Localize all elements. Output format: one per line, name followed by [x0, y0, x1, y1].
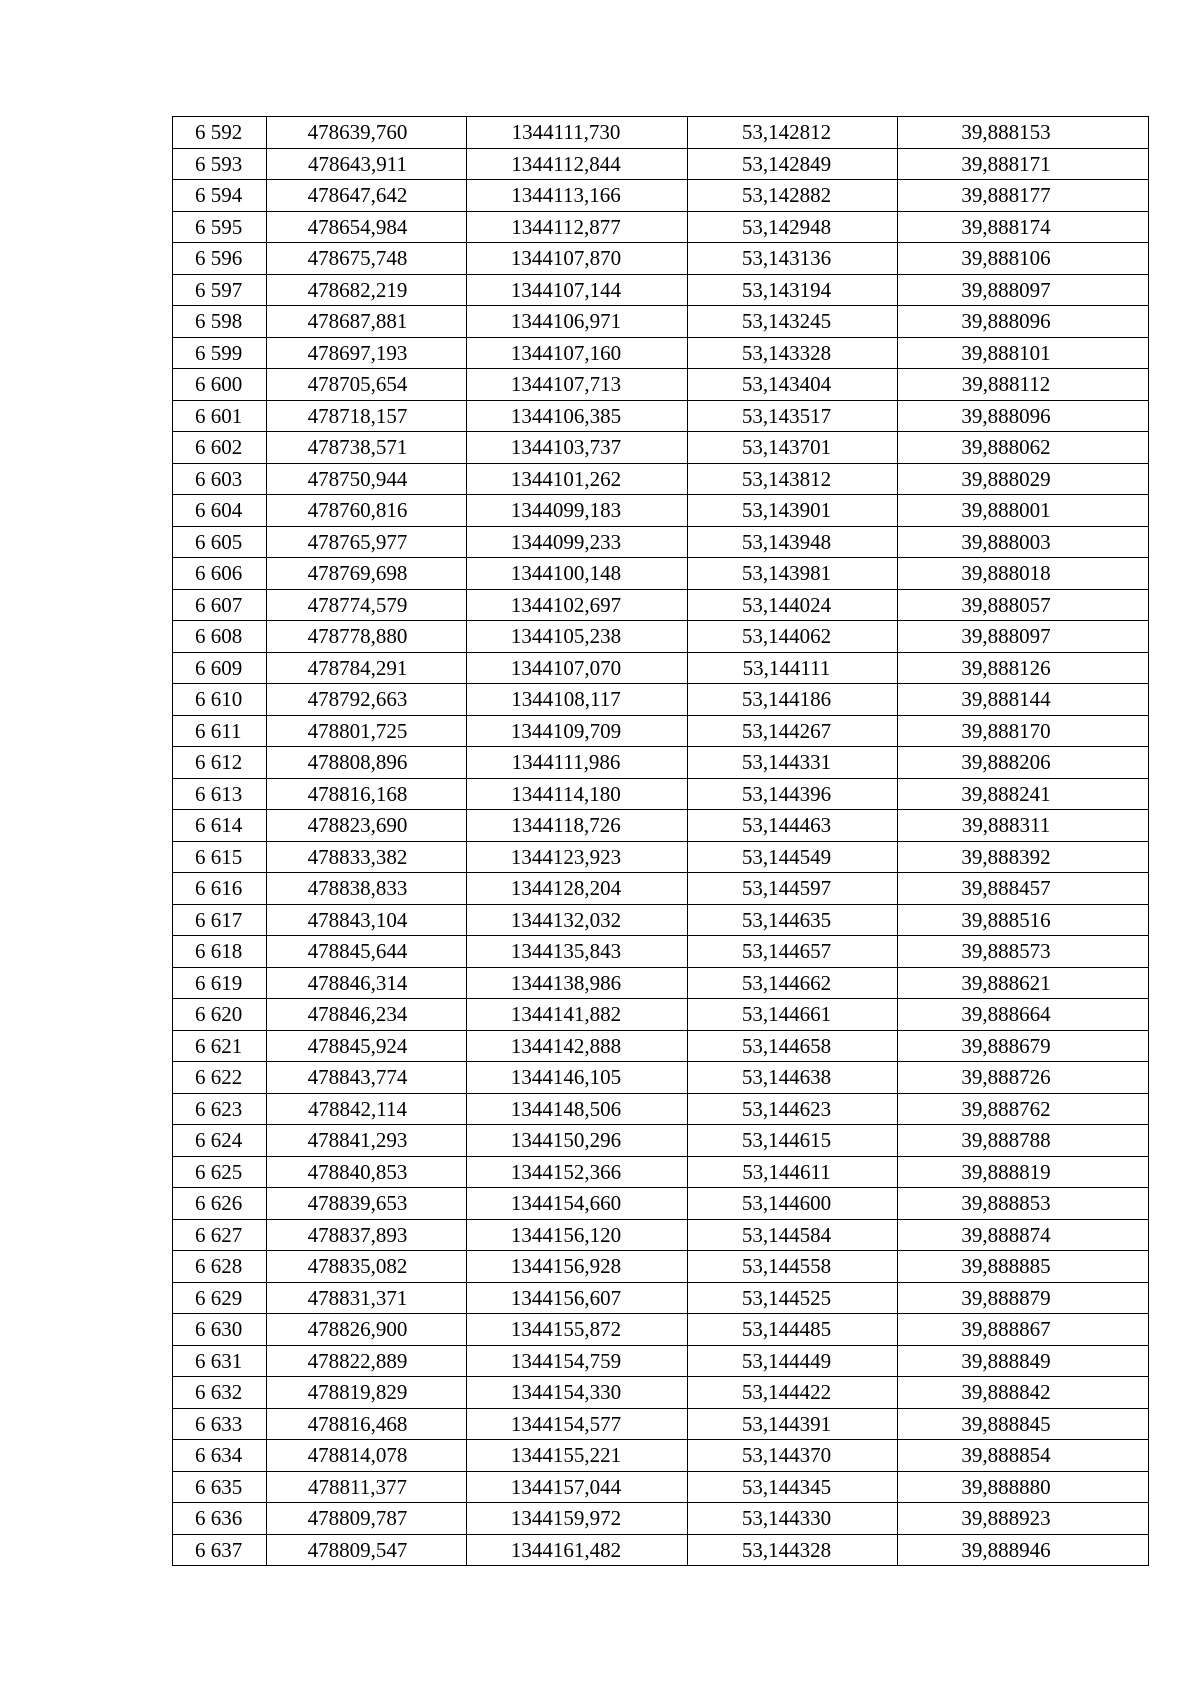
longitude-cell: 39,888726	[898, 1062, 1149, 1094]
longitude-cell: 39,888573	[898, 936, 1149, 968]
latitude-cell: 53,144525	[688, 1282, 898, 1314]
latitude-cell: 53,142882	[688, 180, 898, 212]
table-row	[173, 463, 1149, 495]
longitude-cell: 39,888946	[898, 1534, 1149, 1566]
point-number-cell: 6 629	[173, 1282, 267, 1314]
x-coordinate-cell: 478831,371	[267, 1282, 467, 1314]
latitude-cell: 53,143136	[688, 243, 898, 275]
latitude-cell: 53,144584	[688, 1219, 898, 1251]
x-coordinate-cell: 478778,880	[267, 621, 467, 653]
x-coordinate-cell: 478738,571	[267, 432, 467, 464]
x-coordinate-cell: 478846,234	[267, 999, 467, 1031]
longitude-cell: 39,888819	[898, 1156, 1149, 1188]
table-row	[173, 432, 1149, 464]
x-coordinate-cell: 478705,654	[267, 369, 467, 401]
y-coordinate-cell: 1344102,697	[467, 589, 688, 621]
y-coordinate-cell: 1344107,070	[467, 652, 688, 684]
point-number-cell: 6 620	[173, 999, 267, 1031]
point-number-cell: 6 622	[173, 1062, 267, 1094]
latitude-cell: 53,144024	[688, 589, 898, 621]
latitude-cell: 53,144611	[688, 1156, 898, 1188]
point-number-cell: 6 614	[173, 810, 267, 842]
latitude-cell: 53,144662	[688, 967, 898, 999]
y-coordinate-cell: 1344106,385	[467, 400, 688, 432]
x-coordinate-cell: 478654,984	[267, 211, 467, 243]
longitude-cell: 39,888880	[898, 1471, 1149, 1503]
point-number-cell: 6 624	[173, 1125, 267, 1157]
table-row	[173, 841, 1149, 873]
point-number-cell: 6 610	[173, 684, 267, 716]
y-coordinate-cell: 1344146,105	[467, 1062, 688, 1094]
point-number-cell: 6 626	[173, 1188, 267, 1220]
table-row	[173, 1125, 1149, 1157]
latitude-cell: 53,144558	[688, 1251, 898, 1283]
point-number-cell: 6 608	[173, 621, 267, 653]
table-row	[173, 810, 1149, 842]
y-coordinate-cell: 1344161,482	[467, 1534, 688, 1566]
y-coordinate-cell: 1344135,843	[467, 936, 688, 968]
table-row	[173, 526, 1149, 558]
x-coordinate-cell: 478843,774	[267, 1062, 467, 1094]
y-coordinate-cell: 1344111,730	[467, 117, 688, 149]
longitude-cell: 39,888153	[898, 117, 1149, 149]
x-coordinate-cell: 478639,760	[267, 117, 467, 149]
table-row	[173, 274, 1149, 306]
longitude-cell: 39,888762	[898, 1093, 1149, 1125]
longitude-cell: 39,888788	[898, 1125, 1149, 1157]
table-row	[173, 999, 1149, 1031]
table-row	[173, 1471, 1149, 1503]
latitude-cell: 53,143194	[688, 274, 898, 306]
longitude-cell: 39,888096	[898, 400, 1149, 432]
y-coordinate-cell: 1344142,888	[467, 1030, 688, 1062]
longitude-cell: 39,888057	[898, 589, 1149, 621]
x-coordinate-cell: 478784,291	[267, 652, 467, 684]
point-number-cell: 6 593	[173, 148, 267, 180]
table-row	[173, 652, 1149, 684]
longitude-cell: 39,888206	[898, 747, 1149, 779]
y-coordinate-cell: 1344156,928	[467, 1251, 688, 1283]
latitude-cell: 53,144396	[688, 778, 898, 810]
table-row	[173, 1030, 1149, 1062]
latitude-cell: 53,144345	[688, 1471, 898, 1503]
point-number-cell: 6 636	[173, 1503, 267, 1535]
point-number-cell: 6 603	[173, 463, 267, 495]
y-coordinate-cell: 1344154,577	[467, 1408, 688, 1440]
longitude-cell: 39,888516	[898, 904, 1149, 936]
longitude-cell: 39,888003	[898, 526, 1149, 558]
x-coordinate-cell: 478774,579	[267, 589, 467, 621]
longitude-cell: 39,888854	[898, 1440, 1149, 1472]
table-row	[173, 1219, 1149, 1251]
x-coordinate-cell: 478809,787	[267, 1503, 467, 1535]
longitude-cell: 39,888177	[898, 180, 1149, 212]
x-coordinate-cell: 478835,082	[267, 1251, 467, 1283]
table-row	[173, 1377, 1149, 1409]
y-coordinate-cell: 1344112,844	[467, 148, 688, 180]
table-row	[173, 211, 1149, 243]
point-number-cell: 6 592	[173, 117, 267, 149]
table-row	[173, 589, 1149, 621]
y-coordinate-cell: 1344148,506	[467, 1093, 688, 1125]
longitude-cell: 39,888867	[898, 1314, 1149, 1346]
longitude-cell: 39,888679	[898, 1030, 1149, 1062]
table-row	[173, 117, 1149, 149]
x-coordinate-cell: 478823,690	[267, 810, 467, 842]
latitude-cell: 53,144635	[688, 904, 898, 936]
x-coordinate-cell: 478769,698	[267, 558, 467, 590]
x-coordinate-cell: 478837,893	[267, 1219, 467, 1251]
y-coordinate-cell: 1344156,607	[467, 1282, 688, 1314]
x-coordinate-cell: 478765,977	[267, 526, 467, 558]
y-coordinate-cell: 1344138,986	[467, 967, 688, 999]
y-coordinate-cell: 1344132,032	[467, 904, 688, 936]
latitude-cell: 53,143812	[688, 463, 898, 495]
y-coordinate-cell: 1344152,366	[467, 1156, 688, 1188]
x-coordinate-cell: 478816,468	[267, 1408, 467, 1440]
latitude-cell: 53,144422	[688, 1377, 898, 1409]
y-coordinate-cell: 1344118,726	[467, 810, 688, 842]
y-coordinate-cell: 1344109,709	[467, 715, 688, 747]
x-coordinate-cell: 478845,924	[267, 1030, 467, 1062]
latitude-cell: 53,143517	[688, 400, 898, 432]
longitude-cell: 39,888874	[898, 1219, 1149, 1251]
table-row	[173, 1503, 1149, 1535]
y-coordinate-cell: 1344099,233	[467, 526, 688, 558]
table-row	[173, 1534, 1149, 1566]
table-row	[173, 1188, 1149, 1220]
y-coordinate-cell: 1344112,877	[467, 211, 688, 243]
longitude-cell: 39,888923	[898, 1503, 1149, 1535]
y-coordinate-cell: 1344159,972	[467, 1503, 688, 1535]
y-coordinate-cell: 1344141,882	[467, 999, 688, 1031]
latitude-cell: 53,144267	[688, 715, 898, 747]
x-coordinate-cell: 478822,889	[267, 1345, 467, 1377]
y-coordinate-cell: 1344107,870	[467, 243, 688, 275]
x-coordinate-cell: 478809,547	[267, 1534, 467, 1566]
table-row	[173, 747, 1149, 779]
y-coordinate-cell: 1344106,971	[467, 306, 688, 338]
coordinates-table	[172, 116, 1149, 1566]
latitude-cell: 53,143948	[688, 526, 898, 558]
y-coordinate-cell: 1344157,044	[467, 1471, 688, 1503]
longitude-cell: 39,888849	[898, 1345, 1149, 1377]
longitude-cell: 39,888170	[898, 715, 1149, 747]
point-number-cell: 6 621	[173, 1030, 267, 1062]
y-coordinate-cell: 1344103,737	[467, 432, 688, 464]
longitude-cell: 39,888144	[898, 684, 1149, 716]
point-number-cell: 6 634	[173, 1440, 267, 1472]
latitude-cell: 53,144463	[688, 810, 898, 842]
table-row	[173, 1440, 1149, 1472]
longitude-cell: 39,888879	[898, 1282, 1149, 1314]
y-coordinate-cell: 1344156,120	[467, 1219, 688, 1251]
x-coordinate-cell: 478839,653	[267, 1188, 467, 1220]
table-row	[173, 1093, 1149, 1125]
point-number-cell: 6 596	[173, 243, 267, 275]
point-number-cell: 6 623	[173, 1093, 267, 1125]
point-number-cell: 6 594	[173, 180, 267, 212]
table-row	[173, 873, 1149, 905]
x-coordinate-cell: 478792,663	[267, 684, 467, 716]
longitude-cell: 39,888001	[898, 495, 1149, 527]
y-coordinate-cell: 1344108,117	[467, 684, 688, 716]
table-row	[173, 967, 1149, 999]
point-number-cell: 6 595	[173, 211, 267, 243]
point-number-cell: 6 616	[173, 873, 267, 905]
point-number-cell: 6 619	[173, 967, 267, 999]
latitude-cell: 53,144597	[688, 873, 898, 905]
latitude-cell: 53,144600	[688, 1188, 898, 1220]
latitude-cell: 53,144549	[688, 841, 898, 873]
point-number-cell: 6 609	[173, 652, 267, 684]
longitude-cell: 39,888885	[898, 1251, 1149, 1283]
x-coordinate-cell: 478643,911	[267, 148, 467, 180]
y-coordinate-cell: 1344155,221	[467, 1440, 688, 1472]
longitude-cell: 39,888029	[898, 463, 1149, 495]
longitude-cell: 39,888842	[898, 1377, 1149, 1409]
x-coordinate-cell: 478846,314	[267, 967, 467, 999]
x-coordinate-cell: 478843,104	[267, 904, 467, 936]
latitude-cell: 53,144331	[688, 747, 898, 779]
x-coordinate-cell: 478718,157	[267, 400, 467, 432]
table-row	[173, 1314, 1149, 1346]
y-coordinate-cell: 1344114,180	[467, 778, 688, 810]
table-row	[173, 778, 1149, 810]
point-number-cell: 6 607	[173, 589, 267, 621]
y-coordinate-cell: 1344128,204	[467, 873, 688, 905]
y-coordinate-cell: 1344100,148	[467, 558, 688, 590]
point-number-cell: 6 615	[173, 841, 267, 873]
y-coordinate-cell: 1344099,183	[467, 495, 688, 527]
x-coordinate-cell: 478760,816	[267, 495, 467, 527]
y-coordinate-cell: 1344107,160	[467, 337, 688, 369]
latitude-cell: 53,144370	[688, 1440, 898, 1472]
x-coordinate-cell: 478808,896	[267, 747, 467, 779]
longitude-cell: 39,888126	[898, 652, 1149, 684]
point-number-cell: 6 618	[173, 936, 267, 968]
latitude-cell: 53,143901	[688, 495, 898, 527]
latitude-cell: 53,143701	[688, 432, 898, 464]
latitude-cell: 53,142849	[688, 148, 898, 180]
point-number-cell: 6 637	[173, 1534, 267, 1566]
table-row	[173, 495, 1149, 527]
longitude-cell: 39,888097	[898, 274, 1149, 306]
point-number-cell: 6 625	[173, 1156, 267, 1188]
longitude-cell: 39,888664	[898, 999, 1149, 1031]
table-row	[173, 558, 1149, 590]
longitude-cell: 39,888062	[898, 432, 1149, 464]
y-coordinate-cell: 1344154,660	[467, 1188, 688, 1220]
x-coordinate-cell: 478697,193	[267, 337, 467, 369]
longitude-cell: 39,888311	[898, 810, 1149, 842]
latitude-cell: 53,144328	[688, 1534, 898, 1566]
point-number-cell: 6 613	[173, 778, 267, 810]
latitude-cell: 53,143981	[688, 558, 898, 590]
point-number-cell: 6 600	[173, 369, 267, 401]
x-coordinate-cell: 478838,833	[267, 873, 467, 905]
y-coordinate-cell: 1344105,238	[467, 621, 688, 653]
point-number-cell: 6 630	[173, 1314, 267, 1346]
x-coordinate-cell: 478840,853	[267, 1156, 467, 1188]
table-row	[173, 306, 1149, 338]
point-number-cell: 6 612	[173, 747, 267, 779]
longitude-cell: 39,888174	[898, 211, 1149, 243]
point-number-cell: 6 599	[173, 337, 267, 369]
latitude-cell: 53,144658	[688, 1030, 898, 1062]
latitude-cell: 53,144485	[688, 1314, 898, 1346]
y-coordinate-cell: 1344101,262	[467, 463, 688, 495]
longitude-cell: 39,888845	[898, 1408, 1149, 1440]
latitude-cell: 53,143328	[688, 337, 898, 369]
x-coordinate-cell: 478814,078	[267, 1440, 467, 1472]
table-row	[173, 148, 1149, 180]
latitude-cell: 53,144391	[688, 1408, 898, 1440]
longitude-cell: 39,888096	[898, 306, 1149, 338]
latitude-cell: 53,144657	[688, 936, 898, 968]
point-number-cell: 6 631	[173, 1345, 267, 1377]
longitude-cell: 39,888112	[898, 369, 1149, 401]
x-coordinate-cell: 478750,944	[267, 463, 467, 495]
x-coordinate-cell: 478682,219	[267, 274, 467, 306]
latitude-cell: 53,144330	[688, 1503, 898, 1535]
longitude-cell: 39,888853	[898, 1188, 1149, 1220]
table-row	[173, 1282, 1149, 1314]
latitude-cell: 53,144062	[688, 621, 898, 653]
point-number-cell: 6 602	[173, 432, 267, 464]
longitude-cell: 39,888097	[898, 621, 1149, 653]
longitude-cell: 39,888457	[898, 873, 1149, 905]
coordinates-table-body	[173, 117, 1149, 1566]
longitude-cell: 39,888101	[898, 337, 1149, 369]
y-coordinate-cell: 1344155,872	[467, 1314, 688, 1346]
x-coordinate-cell: 478842,114	[267, 1093, 467, 1125]
x-coordinate-cell: 478801,725	[267, 715, 467, 747]
latitude-cell: 53,142948	[688, 211, 898, 243]
table-row	[173, 715, 1149, 747]
longitude-cell: 39,888106	[898, 243, 1149, 275]
longitude-cell: 39,888621	[898, 967, 1149, 999]
point-number-cell: 6 598	[173, 306, 267, 338]
x-coordinate-cell: 478845,644	[267, 936, 467, 968]
latitude-cell: 53,144638	[688, 1062, 898, 1094]
latitude-cell: 53,144615	[688, 1125, 898, 1157]
longitude-cell: 39,888241	[898, 778, 1149, 810]
y-coordinate-cell: 1344150,296	[467, 1125, 688, 1157]
latitude-cell: 53,143404	[688, 369, 898, 401]
latitude-cell: 53,144111	[688, 652, 898, 684]
point-number-cell: 6 617	[173, 904, 267, 936]
latitude-cell: 53,144186	[688, 684, 898, 716]
longitude-cell: 39,888018	[898, 558, 1149, 590]
table-row	[173, 180, 1149, 212]
latitude-cell: 53,144661	[688, 999, 898, 1031]
x-coordinate-cell: 478687,881	[267, 306, 467, 338]
x-coordinate-cell: 478647,642	[267, 180, 467, 212]
x-coordinate-cell: 478826,900	[267, 1314, 467, 1346]
y-coordinate-cell: 1344107,713	[467, 369, 688, 401]
point-number-cell: 6 597	[173, 274, 267, 306]
point-number-cell: 6 611	[173, 715, 267, 747]
table-row	[173, 621, 1149, 653]
x-coordinate-cell: 478841,293	[267, 1125, 467, 1157]
table-row	[173, 904, 1149, 936]
x-coordinate-cell: 478811,377	[267, 1471, 467, 1503]
table-row	[173, 337, 1149, 369]
table-row	[173, 1408, 1149, 1440]
y-coordinate-cell: 1344154,330	[467, 1377, 688, 1409]
table-row	[173, 400, 1149, 432]
x-coordinate-cell: 478833,382	[267, 841, 467, 873]
table-row	[173, 1345, 1149, 1377]
x-coordinate-cell: 478675,748	[267, 243, 467, 275]
latitude-cell: 53,144449	[688, 1345, 898, 1377]
y-coordinate-cell: 1344154,759	[467, 1345, 688, 1377]
y-coordinate-cell: 1344111,986	[467, 747, 688, 779]
x-coordinate-cell: 478819,829	[267, 1377, 467, 1409]
table-row	[173, 936, 1149, 968]
table-row	[173, 243, 1149, 275]
point-number-cell: 6 627	[173, 1219, 267, 1251]
x-coordinate-cell: 478816,168	[267, 778, 467, 810]
point-number-cell: 6 601	[173, 400, 267, 432]
point-number-cell: 6 605	[173, 526, 267, 558]
point-number-cell: 6 604	[173, 495, 267, 527]
table-row	[173, 1062, 1149, 1094]
point-number-cell: 6 606	[173, 558, 267, 590]
table-row	[173, 1156, 1149, 1188]
latitude-cell: 53,144623	[688, 1093, 898, 1125]
point-number-cell: 6 628	[173, 1251, 267, 1283]
table-row	[173, 684, 1149, 716]
longitude-cell: 39,888392	[898, 841, 1149, 873]
point-number-cell: 6 635	[173, 1471, 267, 1503]
y-coordinate-cell: 1344107,144	[467, 274, 688, 306]
table-row	[173, 369, 1149, 401]
latitude-cell: 53,143245	[688, 306, 898, 338]
y-coordinate-cell: 1344123,923	[467, 841, 688, 873]
longitude-cell: 39,888171	[898, 148, 1149, 180]
table-row	[173, 1251, 1149, 1283]
y-coordinate-cell: 1344113,166	[467, 180, 688, 212]
point-number-cell: 6 633	[173, 1408, 267, 1440]
point-number-cell: 6 632	[173, 1377, 267, 1409]
latitude-cell: 53,142812	[688, 117, 898, 149]
